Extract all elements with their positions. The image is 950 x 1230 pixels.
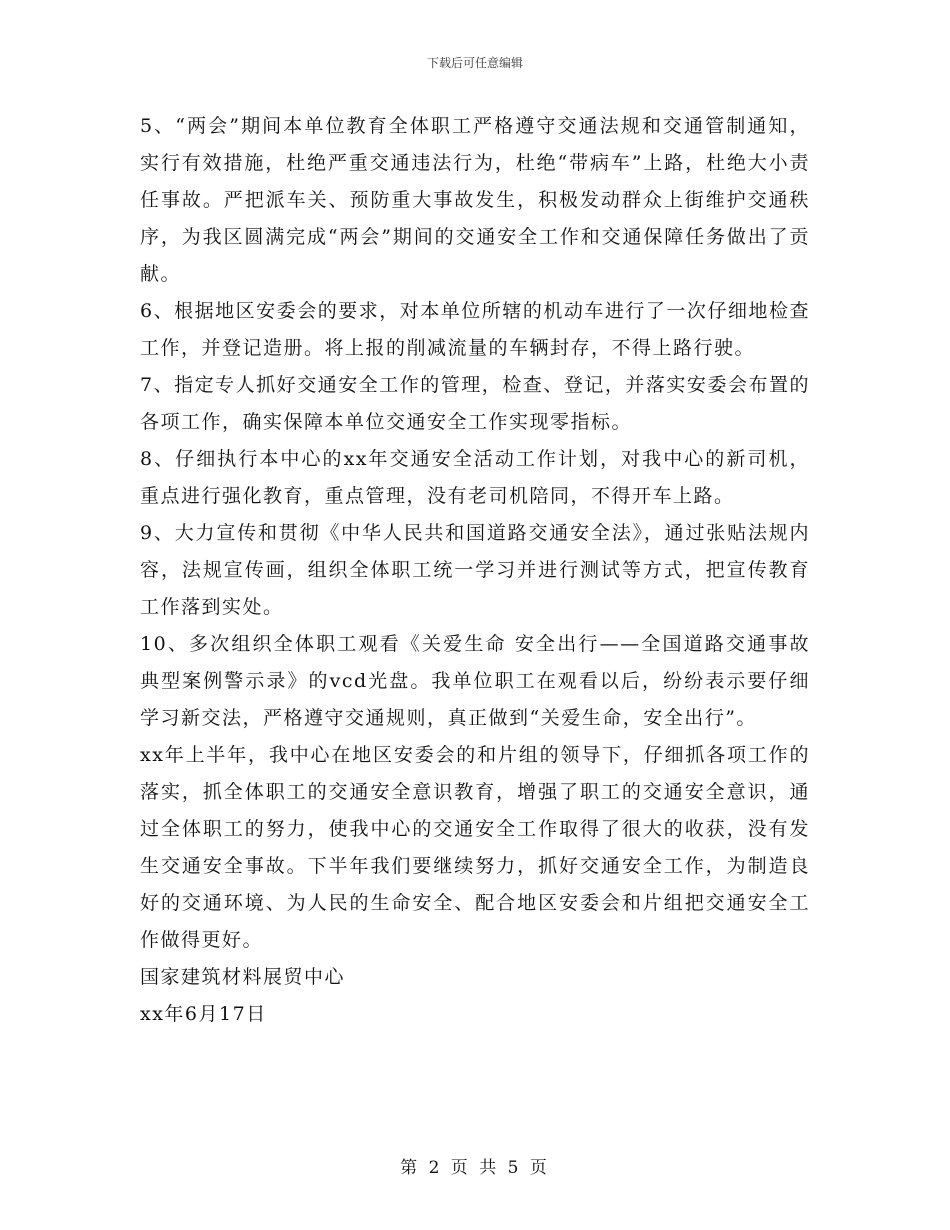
signature-date: xx年6月17日 [140,1003,267,1025]
paragraph-item-7: 7、指定专人抓好交通安全工作的管理，检查、登记，并落实安委会布置的各项工作，确实保障本单位交通安全工作实现零指标。 [140,374,810,433]
page-header: 下载后可任意编辑 [426,56,523,70]
paragraph-item-9: 9、大力宣传和贯彻《中华人民共和国道路交通安全法》，通过张贴法规内容，法规宣传画，组织全体职工统一学习并进行测试等方式，把宣传教育工作落到实处。 [140,522,810,618]
paragraph-item-5: 5、“两会”期间本单位教育全体职工严格遵守交通法规和交通管制通知，实行有效措施，杜绝严重交通违法行为，杜绝“带病车”上路，杜绝大小责任事故。严把派车关、预防重大事故发生，积极发动群众上街维护交通秩序，为我区圆满完成“两会”期间的交通安全工作和交通保障任务做出了贡献。 [140,115,810,285]
page-number-footer: 第 2 页 共 5 页 [400,1158,550,1178]
signature-organization: 国家建筑材料展贸中心 [140,966,346,988]
paragraph-item-10: 10、多次组织全体职工观看《关爱生命 安全出行——全国道路交通事故典型案例警示录》的vcd光盘。我单位职工在观看以后，纷纷表示要仔细学习新交法，严格遵守交通规则，真正做到“关爱生命，安全出行”。 [140,633,810,729]
paragraph-item-8: 8、仔细执行本中心的xx年交通安全活动工作计划，对我中心的新司机，重点进行强化教育，重点管理，没有老司机陪同，不得开车上路。 [140,448,810,507]
paragraph-item-6: 6、根据地区安委会的要求，对本单位所辖的机动车进行了一次仔细地检查工作，并登记造册。将上报的削减流量的车辆封存，不得上路行驶。 [140,300,810,359]
document-body [140,108,810,1033]
summary-paragraph: xx年上半年，我中心在地区安委会的和片组的领导下，仔细抓各项工作的落实，抓全体职工的交通安全意识教育，增强了职工的交通安全意识，通过全体职工的努力，使我中心的交通安全工作取得了很大的收获，没有发生交通安全事故。下半年我们要继续努力，抓好交通安全工作，为制造良好的交通环境、为人民的生命安全、配合地区安委会和片组把交通安全工作做得更好。 [140,744,810,951]
